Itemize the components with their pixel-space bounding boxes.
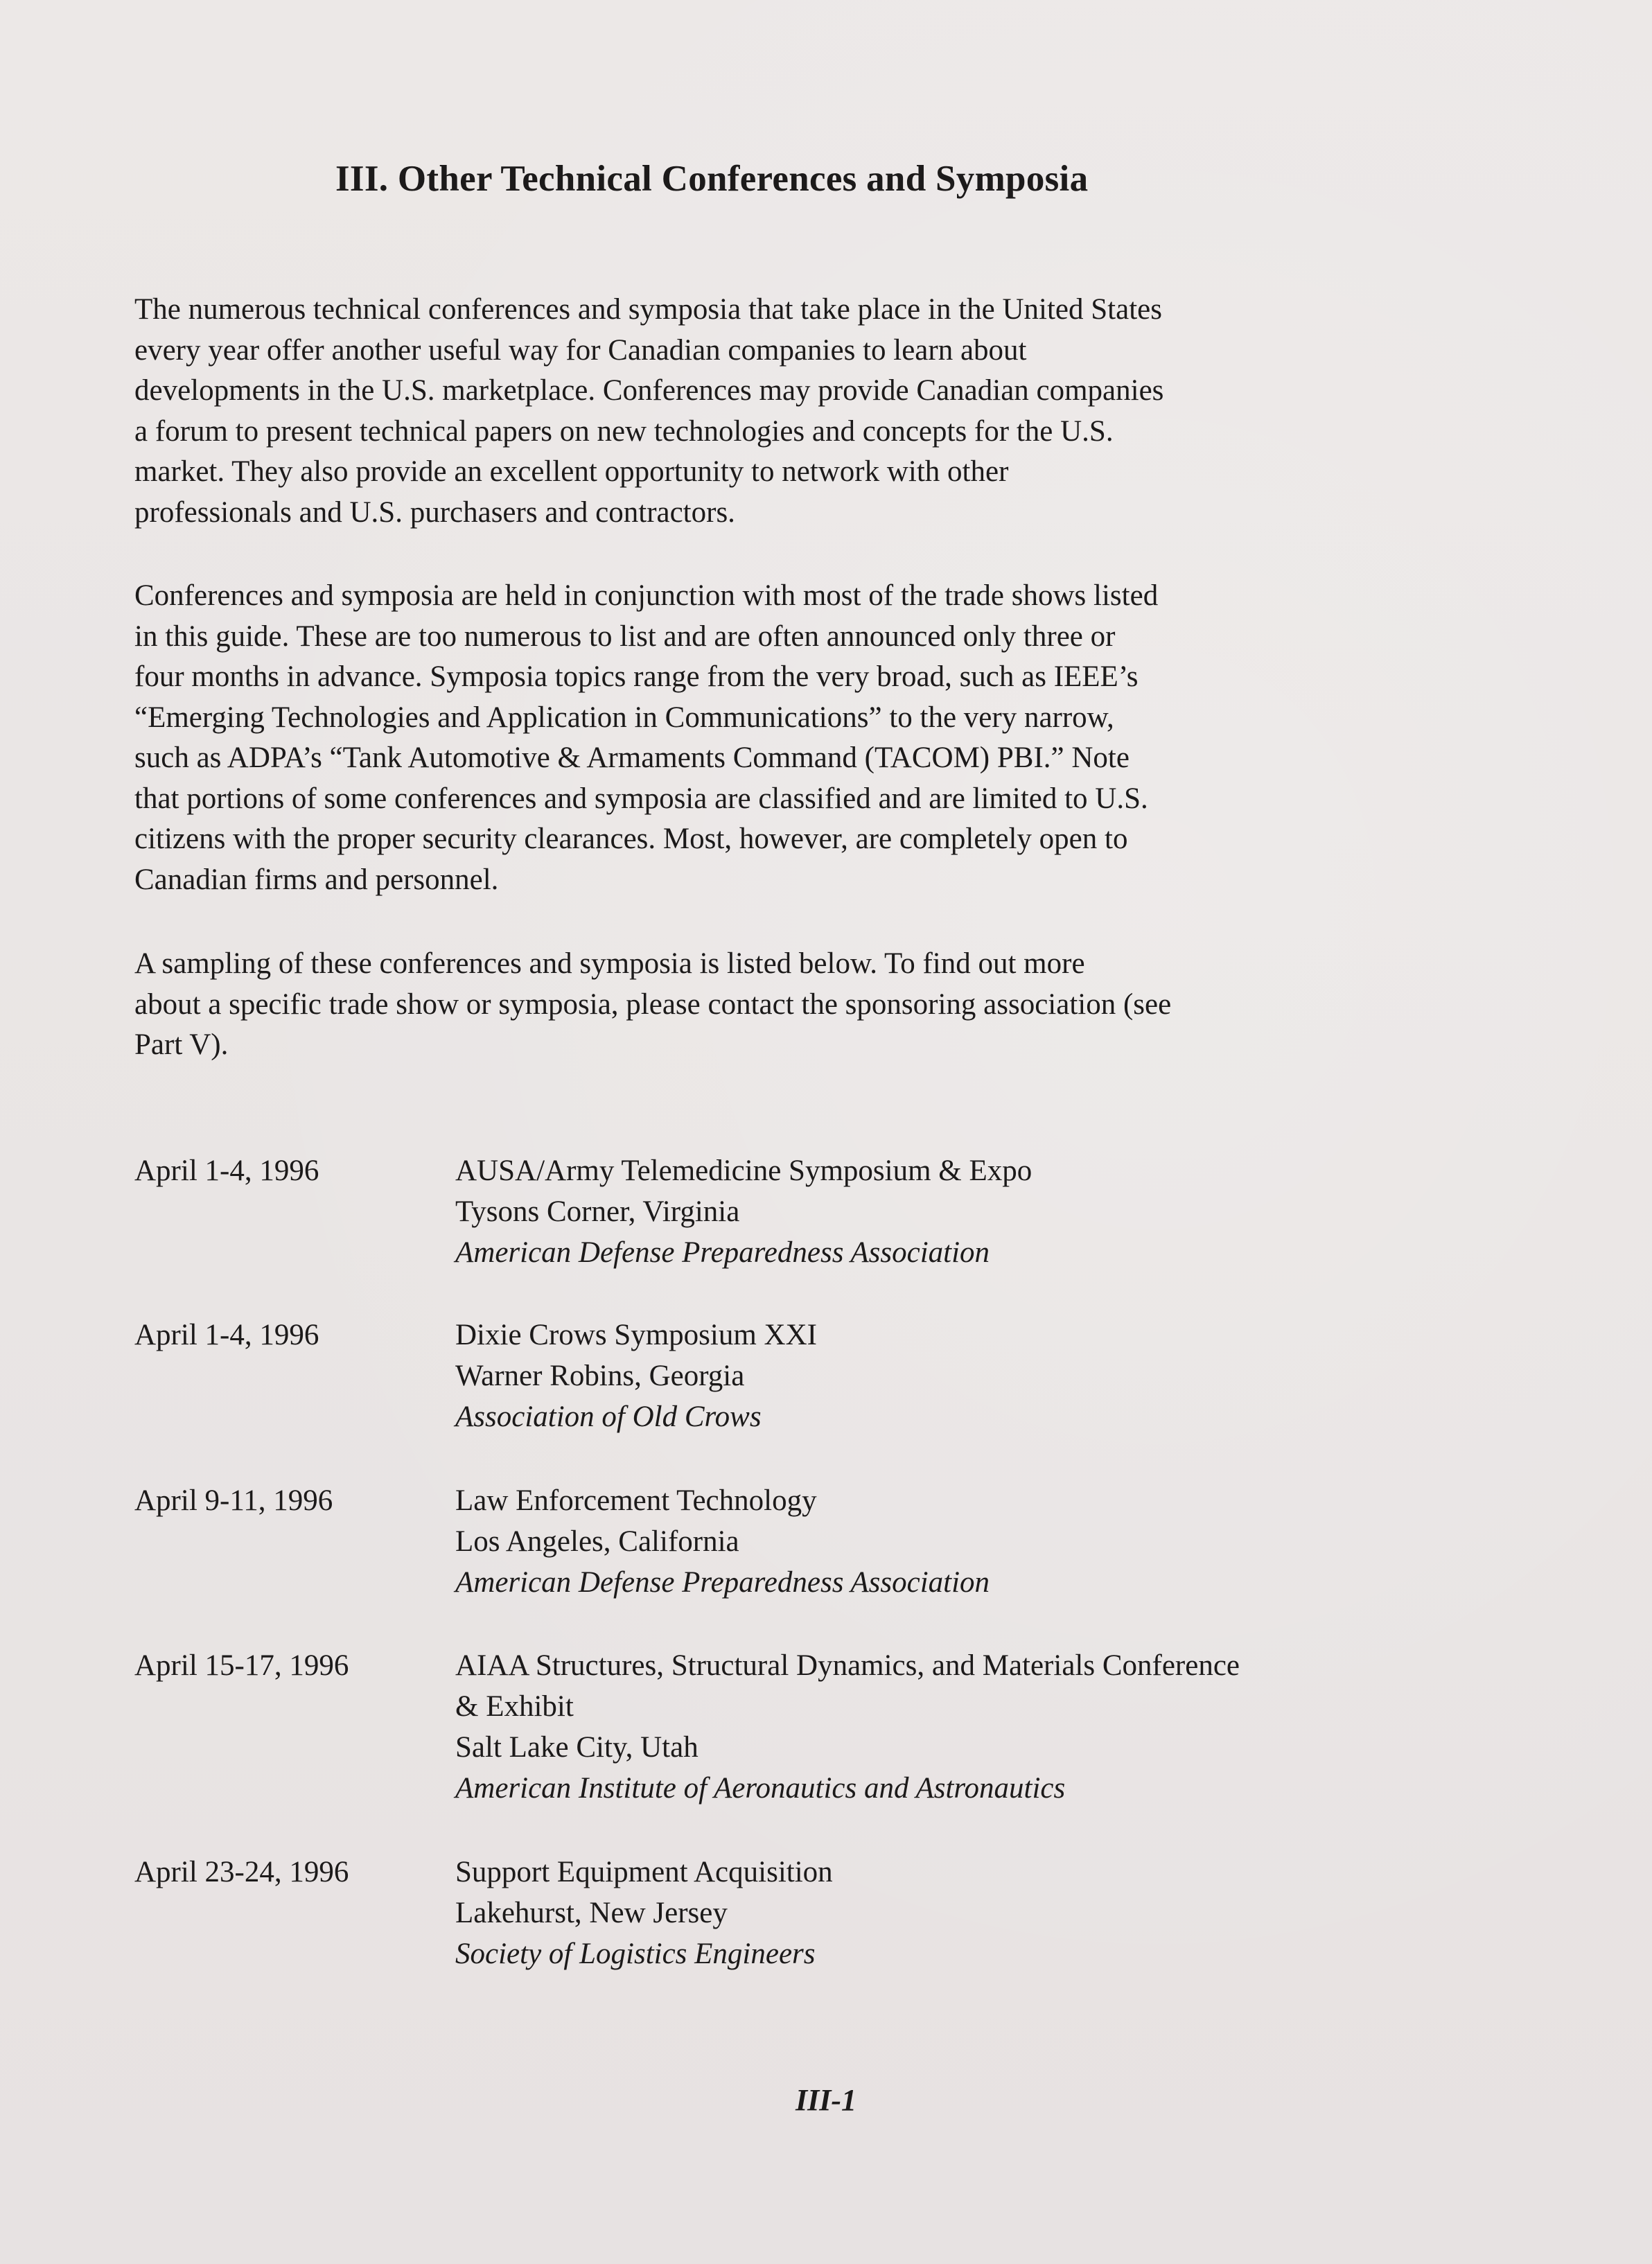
paragraph-line: developments in the U.S. marketplace. Conferences may provide Canadian companies xyxy=(134,374,1164,407)
event-title: Law Enforcement Technology xyxy=(455,1484,817,1517)
event-organization: American Defense Preparedness Association xyxy=(455,1566,990,1599)
paragraph-line: in this guide. These are too numerous to list and are often announced only three or xyxy=(134,620,1116,653)
event-location: Tysons Corner, Virginia xyxy=(455,1195,740,1228)
event-organization: American Defense Preparedness Association xyxy=(455,1236,990,1269)
event-location: Los Angeles, California xyxy=(455,1525,739,1558)
event-date: April 23-24, 1996 xyxy=(134,1856,349,1888)
event-organization: Association of Old Crows xyxy=(455,1401,762,1433)
event-location: Salt Lake City, Utah xyxy=(455,1731,698,1764)
event-location: Warner Robins, Georgia xyxy=(455,1360,745,1392)
event-title-continued: & Exhibit xyxy=(455,1690,574,1723)
paragraph-line: Conferences and symposia are held in conjunction with most of the trade shows listed xyxy=(134,579,1159,612)
event-organization: Society of Logistics Engineers xyxy=(455,1938,816,1970)
paragraph-line: four months in advance. Symposia topics range from the very broad, such as IEEE’s xyxy=(134,660,1139,693)
sampling-paragraph xyxy=(134,944,1437,1066)
page-number: III-1 xyxy=(795,2083,857,2117)
paragraph-line: every year offer another useful way for Canadian companies to learn about xyxy=(134,333,1027,367)
event-details xyxy=(455,1852,1453,1974)
event-details xyxy=(455,1645,1453,1809)
paragraph-line: that portions of some conferences and symposia are classified and are limited to U.S. xyxy=(134,782,1148,815)
paragraph-line: professionals and U.S. purchasers and contractors. xyxy=(134,495,735,529)
section-heading: III. Other Technical Conferences and Symposia xyxy=(335,159,1089,199)
event-date: April 1-4, 1996 xyxy=(134,1319,319,1351)
event-date: April 15-17, 1996 xyxy=(134,1649,349,1682)
intro-paragraph xyxy=(134,290,1437,533)
event-date: April 1-4, 1996 xyxy=(134,1155,319,1187)
paragraph-line: “Emerging Technologies and Application in Communications” to the very narrow, xyxy=(134,701,1114,734)
event-title: AUSA/Army Telemedicine Symposium & Expo xyxy=(455,1155,1032,1187)
event-title: Support Equipment Acquisition xyxy=(455,1856,833,1888)
conferences-paragraph xyxy=(134,576,1437,900)
paragraph-line: about a specific trade show or symposia, please contact the sponsoring association (see xyxy=(134,988,1172,1021)
paragraph-line: such as ADPA’s “Tank Automotive & Armaments Command (TACOM) PBI.” Note xyxy=(134,741,1130,774)
event-details xyxy=(455,1480,1453,1603)
paragraph-line: Part V). xyxy=(134,1028,229,1061)
paragraph-line: The numerous technical conferences and symposia that take place in the United States xyxy=(134,293,1162,326)
paragraph-line: a forum to present technical papers on new technologies and concepts for the U.S. xyxy=(134,414,1114,448)
paragraph-line: Canadian firms and personnel. xyxy=(134,863,499,896)
event-date: April 9-11, 1996 xyxy=(134,1484,333,1517)
paragraph-line: citizens with the proper security clearances. Most, however, are completely open to xyxy=(134,823,1128,855)
event-organization: American Institute of Aeronautics and Astronautics xyxy=(455,1772,1066,1805)
paragraph-line: A sampling of these conferences and symposia is listed below. To find out more xyxy=(134,947,1085,980)
paragraph-line: market. They also provide an excellent opportunity to network with other xyxy=(134,455,1009,488)
event-title: Dixie Crows Symposium XXI xyxy=(455,1319,817,1351)
event-details xyxy=(455,1150,1453,1273)
event-details xyxy=(455,1315,1453,1437)
event-location: Lakehurst, New Jersey xyxy=(455,1897,728,1929)
event-title: AIAA Structures, Structural Dynamics, and Materials Conference xyxy=(455,1649,1240,1682)
